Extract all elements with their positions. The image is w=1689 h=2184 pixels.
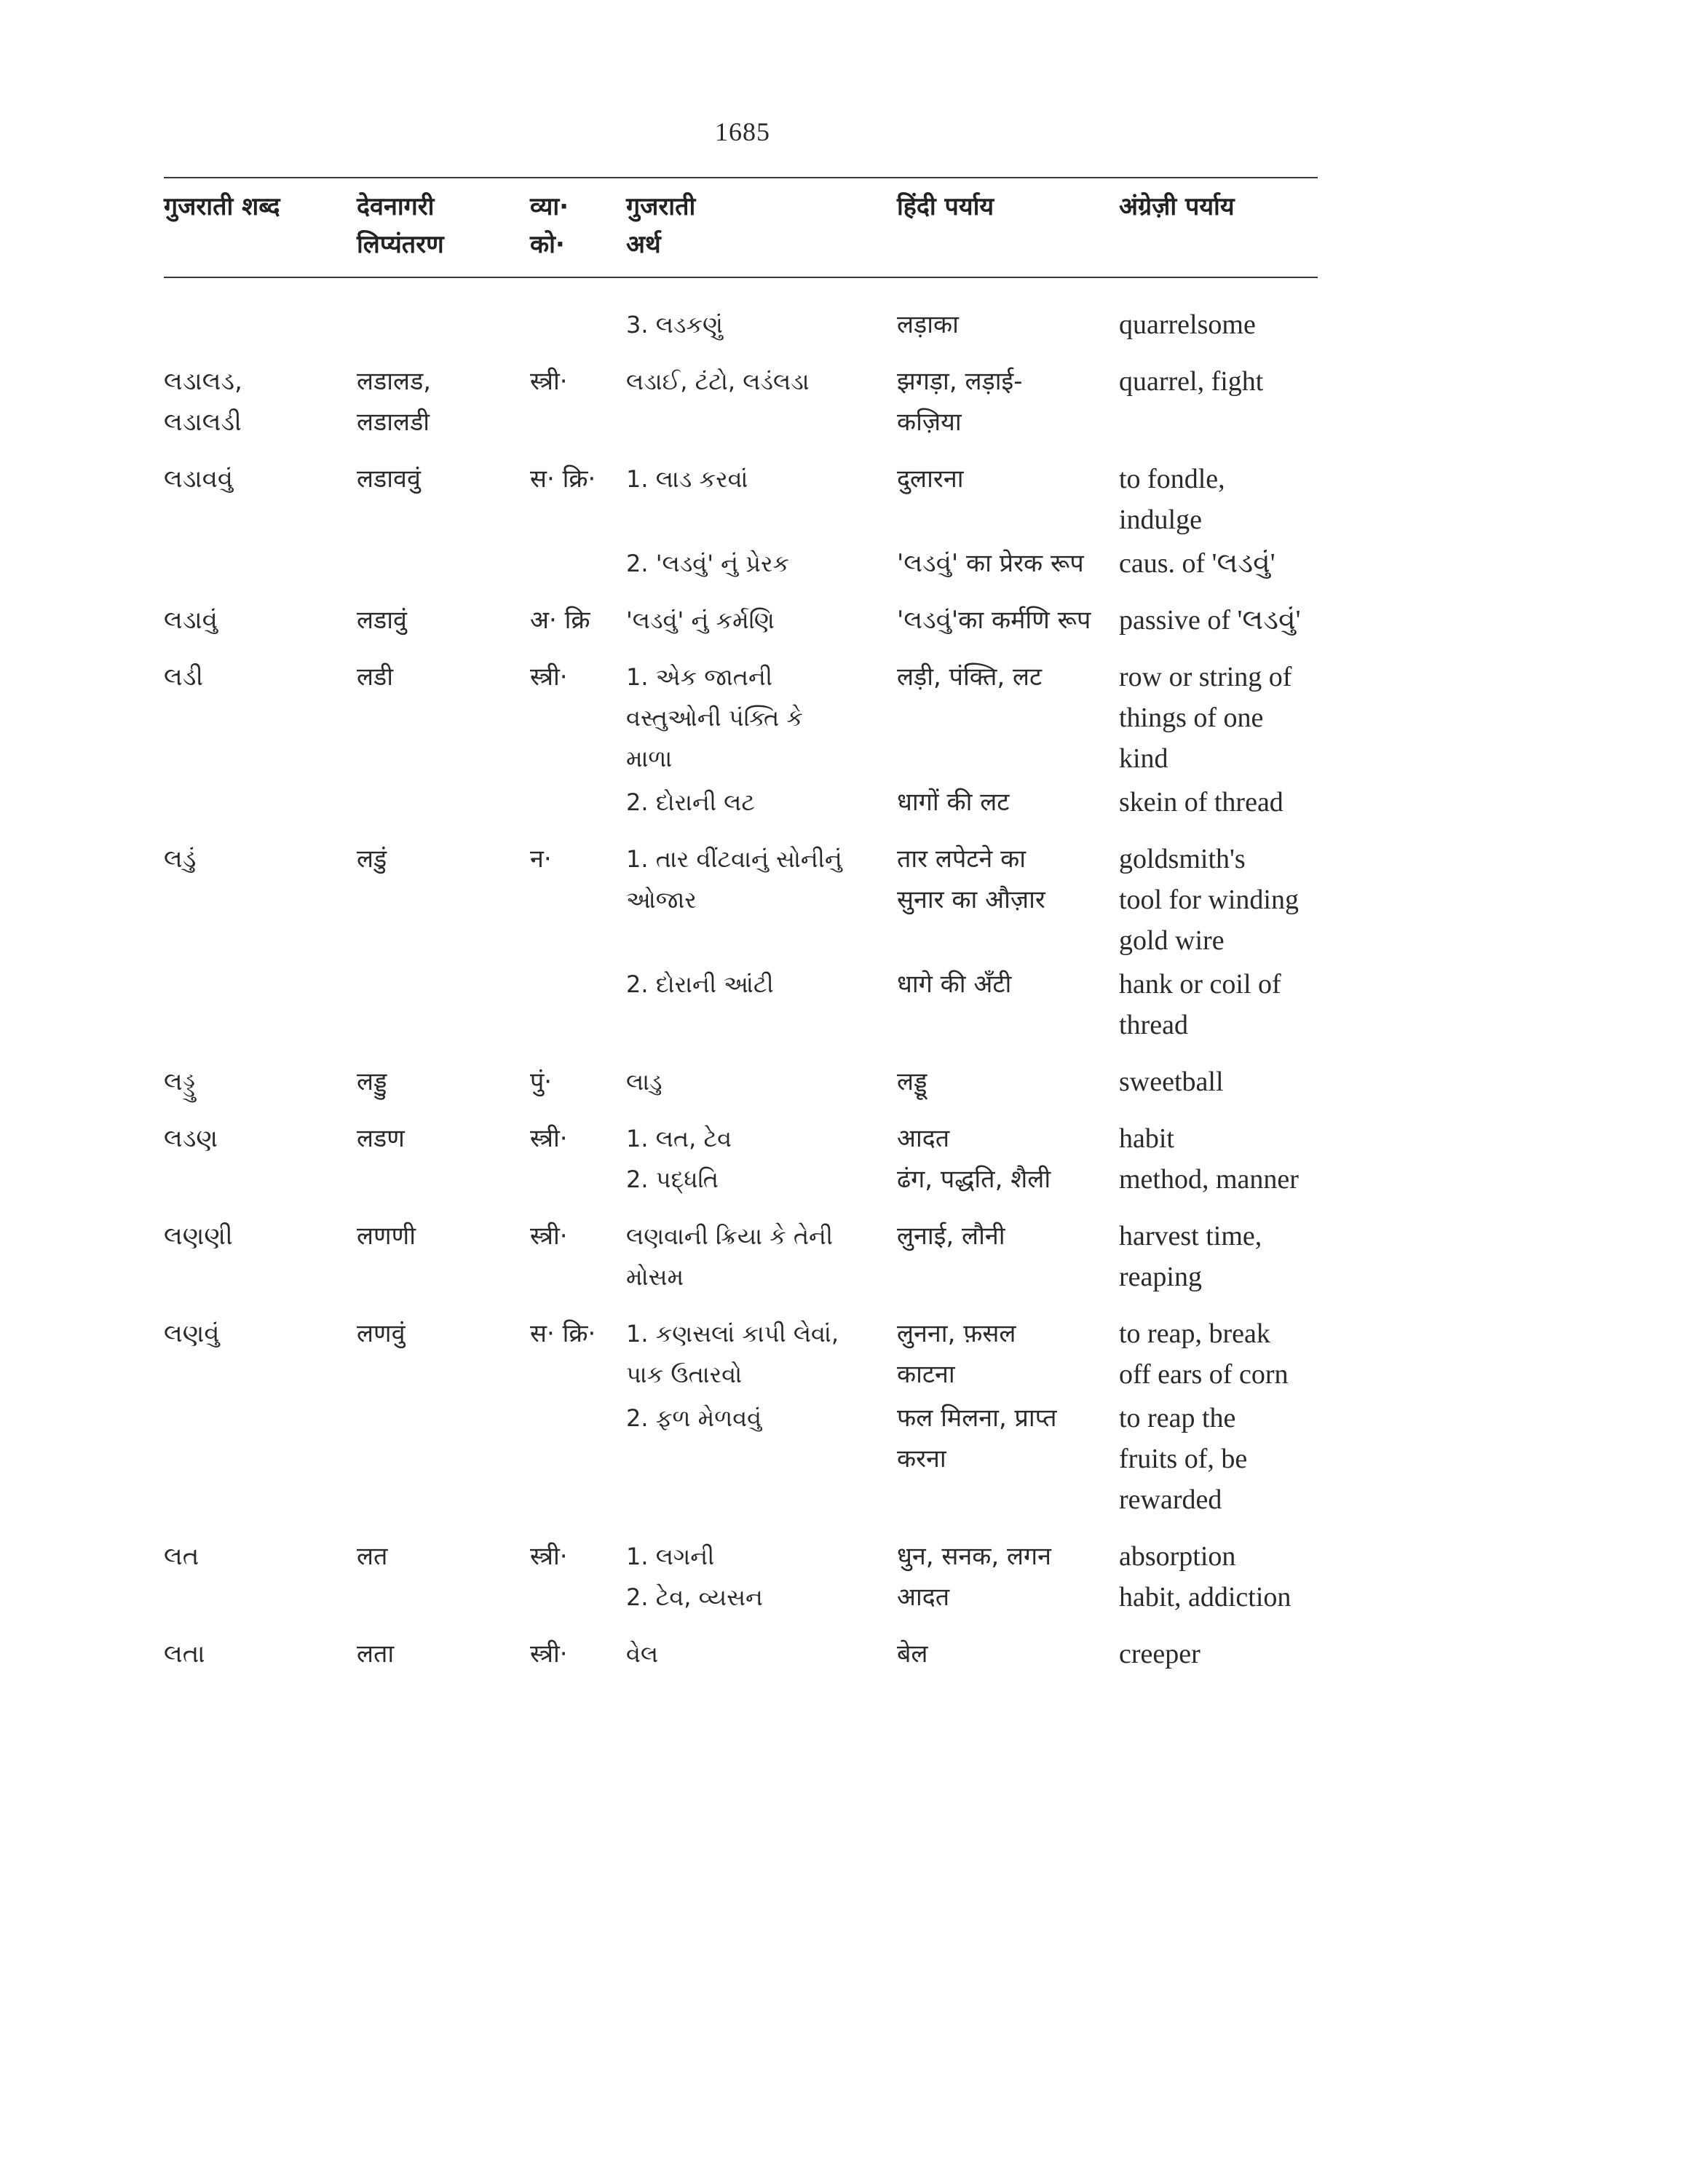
hindi-equivalent: धागे की अँटी [897, 970, 1012, 999]
gujarati-meaning: 3. લડકણું [626, 311, 723, 339]
gujarati-meaning: 2. ફળ મેળવવું [626, 1404, 762, 1432]
hindi-equivalent: 'લડવું'का कर्मणि रूप [897, 606, 1091, 635]
gujarati-meaning: વેલ [626, 1640, 659, 1668]
sense-row [0, 1118, 1689, 1200]
devanagari-transliteration: लडालड, लडालडी [357, 367, 432, 437]
sense-row [0, 839, 1689, 964]
senses [0, 600, 1689, 641]
english-equivalent: harvest time, reaping [1119, 1221, 1262, 1292]
senses [0, 459, 1689, 584]
hindi-equivalent: लुनना, फ़सल काटना [897, 1319, 1016, 1389]
english-equivalent: hank or coil of thread [1119, 969, 1281, 1040]
table-row [0, 1061, 1689, 1102]
sense-row [0, 1634, 1689, 1674]
header-english: अंग्रेज़ी पर्याय [1119, 192, 1235, 221]
gujarati-word: લડી [164, 662, 204, 692]
grammar-tag: स्त्री· [530, 1124, 568, 1153]
gujarati-word: લડું [164, 844, 197, 874]
gujarati-word: લડ્ડુ [164, 1067, 196, 1096]
gujarati-meaning: લણવાની ક્રિયા કે તેની મોસમ [626, 1222, 834, 1291]
grammar-tag: स्त्री· [530, 1639, 568, 1669]
header-bottom-rule [164, 277, 1318, 278]
senses [0, 1061, 1689, 1102]
gujarati-meaning: 1. લાડ કરવાં [626, 465, 748, 493]
sense-row [0, 361, 1689, 443]
hindi-equivalent: 'લડવું' का प्रेरक रूप [897, 549, 1084, 578]
dictionary-entries [0, 304, 1689, 1690]
devanagari-transliteration: लणवुं [357, 1319, 406, 1348]
sense-row [0, 459, 1689, 543]
devanagari-transliteration: लडाववुं [357, 464, 421, 494]
sense-row [0, 543, 1689, 584]
gujarati-word: લડણ [164, 1124, 218, 1153]
devanagari-transliteration: लडावुं [357, 606, 407, 635]
hindi-equivalent: धुन, सनक, लगन आदत [897, 1542, 1052, 1612]
grammar-tag: स्त्री· [530, 1542, 568, 1571]
hindi-equivalent: तार लपेटने का सुनार का औज़ार [897, 844, 1045, 914]
gujarati-meaning: 1. તાર વીંટવાનું સોનીનું ઓજાર [626, 845, 842, 914]
gujarati-meaning: 2. 'લડવું' નું પ્રેરક [626, 550, 790, 577]
english-equivalent: sweetball [1119, 1067, 1224, 1097]
gujarati-word: લડાલડ, લડાલડી [164, 367, 242, 437]
gujarati-meaning: 2. દોરાની લટ [626, 788, 755, 816]
grammar-tag: स· क्रि· [530, 1319, 596, 1348]
english-equivalent: quarrel, fight [1119, 366, 1264, 397]
gujarati-word: લતા [164, 1639, 205, 1669]
hindi-equivalent: झगड़ा, लड़ाई- कज़िया [897, 367, 1023, 437]
table-row [0, 304, 1689, 345]
sense-row [0, 964, 1689, 1045]
header-devanagari: देवनागरी लिप्यंतरण [357, 192, 444, 259]
gujarati-meaning: 2. દોરાની આંટી [626, 970, 774, 998]
senses [0, 304, 1689, 345]
sense-row [0, 304, 1689, 345]
gujarati-meaning: 1. લત, ટેવ 2. પદ્ધતિ [626, 1125, 732, 1193]
english-equivalent: creeper [1119, 1639, 1201, 1669]
header-gujarati-meaning: गुजराती अर्थ [626, 192, 696, 259]
sense-row [0, 1536, 1689, 1618]
english-equivalent: to reap the fruits of, be rewarded [1119, 1403, 1248, 1515]
hindi-equivalent: फल मिलना, प्राप्त करना [897, 1404, 1057, 1473]
english-equivalent: goldsmith's tool for winding gold wire [1119, 844, 1299, 956]
english-equivalent: skein of thread [1119, 787, 1283, 818]
english-equivalent: to reap, break off ears of corn [1119, 1318, 1289, 1390]
senses [0, 1216, 1689, 1297]
senses [0, 839, 1689, 1045]
hindi-equivalent: लड़ी, पंक्ति, लट [897, 662, 1043, 692]
page-number: 1685 [715, 117, 770, 146]
senses [0, 1536, 1689, 1618]
sense-row [0, 1313, 1689, 1398]
devanagari-transliteration: लणणी [357, 1222, 416, 1251]
sense-row [0, 1398, 1689, 1520]
gujarati-meaning: 'લડવું' નું કર્મણિ [626, 606, 775, 634]
devanagari-transliteration: लत [357, 1542, 388, 1571]
english-equivalent: to fondle, indulge [1119, 464, 1225, 535]
hindi-equivalent: धागों की लट [897, 788, 1010, 817]
gujarati-meaning: 1. એક જાતની વસ્તુઓની પંક્તિ કે માળા [626, 663, 804, 772]
table-header [0, 188, 1689, 275]
senses [0, 361, 1689, 443]
table-row [0, 1634, 1689, 1674]
gujarati-word: લણણી [164, 1222, 233, 1251]
grammar-tag: स्त्री· [530, 367, 568, 396]
senses [0, 657, 1689, 823]
table-row [0, 1536, 1689, 1618]
sense-row [0, 1216, 1689, 1297]
table-row [0, 361, 1689, 443]
senses [0, 1118, 1689, 1200]
senses [0, 1313, 1689, 1520]
english-equivalent: row or string of things of one kind [1119, 662, 1292, 774]
devanagari-transliteration: लड्डु [357, 1067, 387, 1096]
english-equivalent: absorption habit, addiction [1119, 1541, 1292, 1613]
sense-row [0, 782, 1689, 823]
table-row [0, 1118, 1689, 1200]
grammar-tag: स्त्री· [530, 662, 568, 692]
english-equivalent: caus. of 'લડવું' [1119, 548, 1275, 579]
devanagari-transliteration: लडण [357, 1124, 405, 1153]
hindi-equivalent: लड्डू [897, 1067, 927, 1096]
grammar-tag: स· क्रि· [530, 464, 596, 494]
english-equivalent: habit method, manner [1119, 1123, 1299, 1195]
hindi-equivalent: लड़ाका [897, 310, 959, 339]
table-row [0, 600, 1689, 641]
hindi-equivalent: लुनाई, लौनी [897, 1222, 1005, 1251]
english-equivalent: quarrelsome [1119, 309, 1256, 340]
gujarati-word: લણવું [164, 1319, 220, 1348]
gujarati-word: લડાવવું [164, 464, 234, 494]
hindi-equivalent: दुलारना [897, 464, 964, 494]
sense-row [0, 600, 1689, 641]
header-hindi: हिंदी पर्याय [897, 192, 994, 221]
english-equivalent: passive of 'લડવું' [1119, 605, 1301, 636]
devanagari-transliteration: लडुं [357, 844, 387, 874]
grammar-tag: अ· क्रि [530, 606, 590, 635]
devanagari-transliteration: लडी [357, 662, 394, 692]
gujarati-meaning: 1. લગની 2. ટેવ, વ્યસન [626, 1543, 763, 1611]
devanagari-transliteration: लता [357, 1639, 395, 1669]
sense-row [0, 657, 1689, 782]
gujarati-meaning: લાડુ [626, 1068, 662, 1096]
hindi-equivalent: बेल [897, 1639, 928, 1669]
table-row [0, 839, 1689, 1045]
table-row [0, 1216, 1689, 1297]
header-gujarati-word: गुजराती शब्द [164, 192, 280, 221]
gujarati-meaning: 1. કણસલાં કાપી લેવાં, પાક ઉતારવો [626, 1320, 839, 1388]
gujarati-word: લત [164, 1542, 199, 1571]
table-row [0, 1313, 1689, 1520]
senses [0, 1634, 1689, 1674]
header-grammar: व्या· को· [530, 192, 569, 259]
sense-row [0, 1061, 1689, 1102]
header-top-rule [164, 177, 1318, 178]
table-row [0, 459, 1689, 584]
gujarati-meaning: લડાઈ, ટંટો, લડંલડા [626, 368, 810, 395]
grammar-tag: पुं· [530, 1067, 553, 1096]
grammar-tag: न· [530, 844, 552, 874]
grammar-tag: स्त्री· [530, 1222, 568, 1251]
table-row [0, 657, 1689, 823]
hindi-equivalent: आदत ढंग, पद्धति, शैली [897, 1124, 1051, 1194]
gujarati-word: લડાવું [164, 606, 218, 635]
